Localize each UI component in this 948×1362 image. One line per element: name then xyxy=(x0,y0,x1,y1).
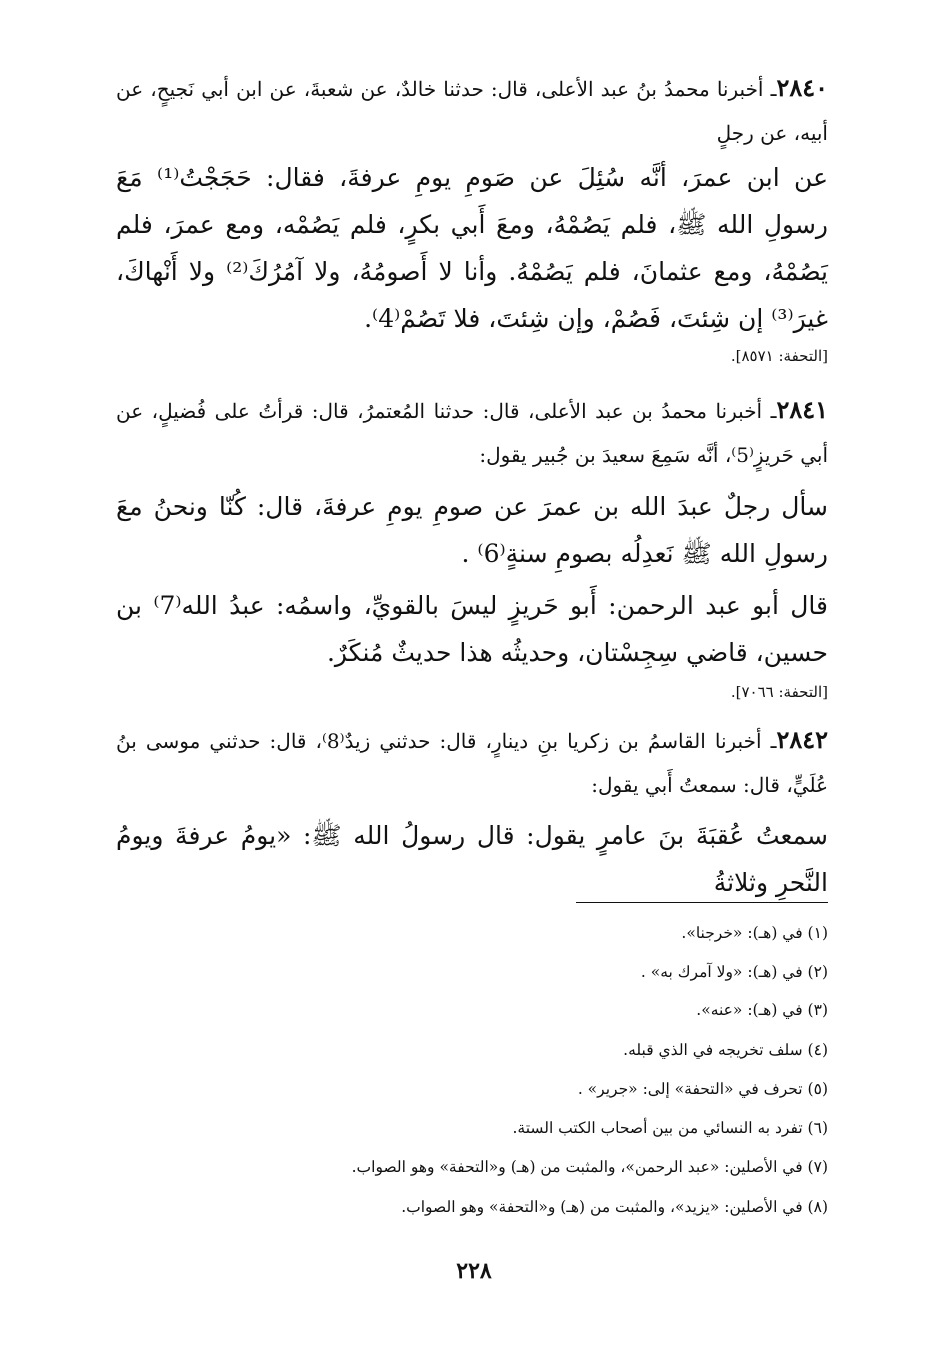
footnote-5: (٥) تحرف في «التحفة» إلى: «جرير» . xyxy=(577,1080,828,1098)
isnad-text: ـ أخبرنا القاسمُ بن زكريا بنِ دينارٍ، قال: حدثني زيدٌ⁽8⁾، قال: حدثني موسى بنُ عُلَيٍّ، قال: سمعتُ أَبي يقول: xyxy=(116,729,828,797)
hadith-2840-isnad xyxy=(116,66,828,155)
hadith-2841-comment: قال أبو عبد الرحمن: أَبو حَريزٍ ليسَ بالقويِّ، واسمُه: عبدُ الله⁽7⁾ بن حسين، قاضي سِجِسْتان، وحديثُه هذا حديثٌ مُنكَرٌ. xyxy=(116,591,828,667)
footnote-2: (٢) في (هـ): «ولا آمرك به» . xyxy=(640,963,828,981)
hadith-2840-tuhfa-ref: [التحفة: ٨٥٧١]. xyxy=(730,347,828,365)
hadith-2840-matn: عن ابن عمرَ، أنَّه سُئِلَ عن صَومِ يومِ عرفةَ، فقال: حَجَجْتُ⁽¹⁾ مَعَ رسولِ الله ﷺ، فلم يَصُمْهُ، ومعَ أَبي بكرٍ، فلم يَصُمْه، ومع عمرَ، فلم يَصُمْهُ، ومع عثمانَ، فلم يَصُمْهُ. وأنا لا أَصومُهُ، ولا آمُرُكَ⁽²⁾ ولا أَنْهاكَ، غيرَ⁽³⁾ إن شِئتَ، فَصُمْ، وإن شِئتَ، فلا تَصُمْ⁽4⁾. xyxy=(116,163,828,333)
hadith-2841-tuhfa-ref: [التحفة: ٧٠٦٦]. xyxy=(730,683,828,701)
footnote-separator xyxy=(576,902,828,903)
isnad-text: ـ أخبرنا محمدُ بن عبد الأعلى، قال: حدثنا المُعتمرُ، قال: قرأتُ على فُضيلٍ، عن أبي حَريزٍ⁽5⁾، أنَّه سَمِعَ سعيدَ بن جُبير يقول: xyxy=(116,399,828,467)
footnote-1: (١) في (هـ): «خرجنا». xyxy=(681,924,828,942)
hadith-number: ٢٨٤٢ xyxy=(776,725,828,754)
footnote-6: (٦) تفرد به النسائي من بين أصحاب الكتب الستة. xyxy=(512,1119,828,1137)
hadith-2842-matn: سمعتُ عُقبَةَ بنَ عامرٍ يقول: قال رسولُ الله ﷺ: «يومُ عرفةَ ويومُ النَّحرِ وثلاثةُ xyxy=(116,821,828,897)
hadith-number: ٢٨٤٠ xyxy=(776,73,828,102)
hadith-number: ٢٨٤١ xyxy=(776,395,828,424)
hadith-2841-isnad xyxy=(116,388,828,477)
isnad-text: ـ أخبرنا محمدُ بنُ عبد الأعلى، قال: حدثنا خالدٌ، عن شعبةَ، عن ابن أبي نَجيحٍ، عن أبيه، عن رجلٍ xyxy=(116,77,828,145)
footnote-7: (٧) في الأصلين: «عبد الرحمن»، والمثبت من (هـ) و«التحفة» وهو الصواب. xyxy=(351,1158,828,1176)
footnote-4: (٤) سلف تخريجه في الذي قبله. xyxy=(623,1041,828,1059)
footnote-3: (٣) في (هـ): «عنه». xyxy=(696,1001,828,1019)
footnote-8: (٨) في الأصلين: «يزيد»، والمثبت من (هـ) و«التحفة» وهو الصواب. xyxy=(401,1198,828,1216)
page-number: ٢٢٨ xyxy=(456,1258,492,1284)
hadith-2842-isnad xyxy=(116,718,828,807)
hadith-2841-matn: سأل رجلٌ عبدَ الله بن عمرَ عن صومِ يومِ عرفةَ، قال: كُنّا ونحنُ معَ رسولِ الله ﷺ نَعدِلُه بصومِ سنةٍ⁽6⁾ . xyxy=(116,492,828,568)
